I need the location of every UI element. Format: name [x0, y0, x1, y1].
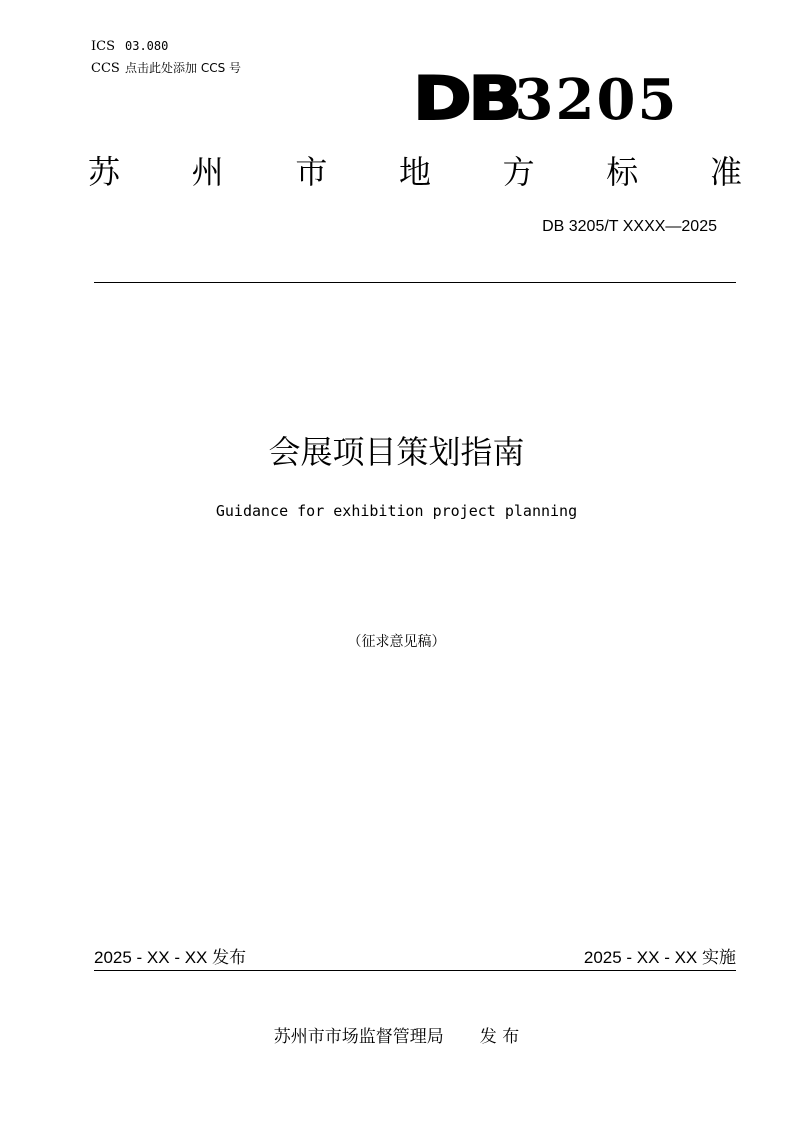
- issuer-name: 苏州市市场监督管理局: [273, 1027, 444, 1047]
- top-divider: [94, 282, 736, 283]
- implement-date: 2025 - XX - XX 实施: [583, 948, 736, 967]
- standard-category-title: [88, 150, 742, 194]
- document-english-title: Guidance for exhibition project planning: [215, 502, 578, 520]
- standard-mark-prefix: DB: [413, 64, 519, 134]
- document-title: 会展项目策划指南: [268, 433, 525, 471]
- title-char: 地: [398, 153, 431, 191]
- standard-mark-code: 3205: [514, 67, 679, 133]
- publish-date: 2025 - XX - XX 发布: [94, 948, 247, 967]
- title-char: 州: [191, 153, 224, 191]
- title-char: 准: [709, 153, 742, 191]
- bottom-divider: [94, 970, 736, 971]
- draft-status: （征求意见稿）: [347, 634, 446, 650]
- ccs-label: CCS: [91, 61, 120, 76]
- ics-label: ICS: [91, 39, 115, 54]
- issuer-action: 发 布: [479, 1027, 520, 1047]
- standard-mark: [413, 66, 683, 132]
- standard-number: DB 3205/T XXXX—2025: [542, 218, 717, 235]
- ccs-code-line: [91, 60, 241, 77]
- title-char: 苏: [88, 153, 121, 191]
- ccs-value-placeholder[interactable]: 点击此处添加 CCS 号: [125, 61, 242, 75]
- title-char: 市: [295, 153, 328, 191]
- ics-value: 03.080: [125, 39, 169, 53]
- title-char: 标: [606, 153, 639, 191]
- issuer-line: [0, 1024, 793, 1050]
- ics-code-line: [91, 38, 168, 55]
- title-char: 方: [502, 153, 535, 191]
